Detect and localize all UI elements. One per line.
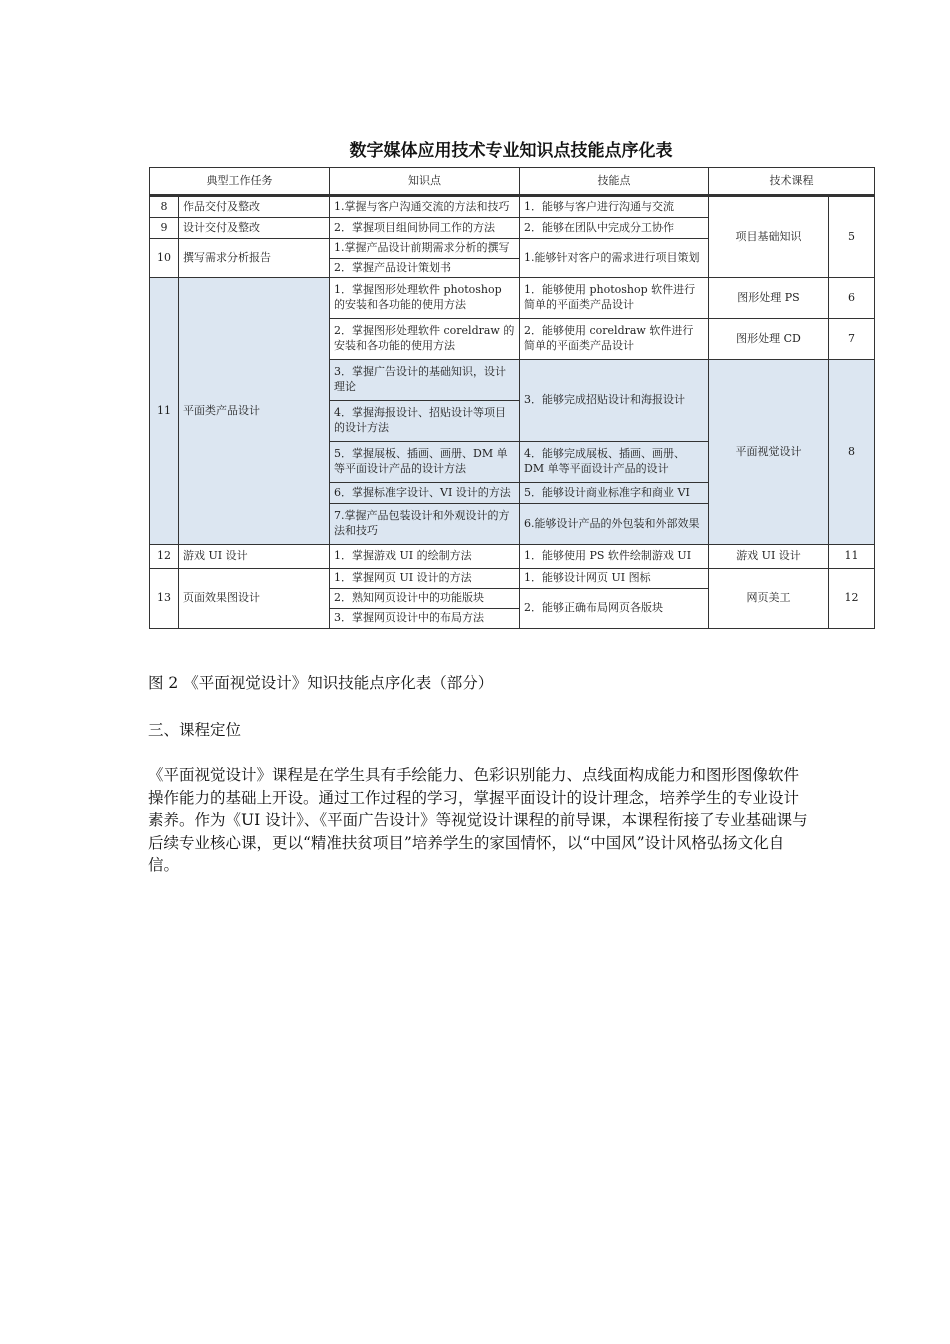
table-row bbox=[150, 545, 875, 569]
skill-cell: 1．能够使用 PS 软件绘制游戏 UI bbox=[520, 545, 709, 569]
table-title: 数字媒体应用技术专业知识点技能点序化表 bbox=[349, 141, 673, 161]
course-cell: 网页美工 bbox=[709, 569, 829, 629]
header-skill: 技能点 bbox=[520, 168, 709, 196]
course-number: 12 bbox=[829, 569, 875, 629]
table-row bbox=[150, 196, 875, 218]
task-cell: 设计交付及整改 bbox=[179, 218, 330, 239]
skill-cell: 2．能够使用 coreldraw 软件进行简单的平面类产品设计 bbox=[520, 319, 709, 360]
knowledge-cell: 1.掌握与客户沟通交流的方法和技巧 bbox=[330, 196, 520, 218]
header-course: 技术课程 bbox=[709, 168, 875, 196]
table-row bbox=[150, 278, 875, 319]
skill-cell: 1．能够与客户进行沟通与交流 bbox=[520, 196, 709, 218]
skill-cell: 1．能够设计网页 UI 图标 bbox=[520, 569, 709, 589]
course-number: 5 bbox=[829, 196, 875, 278]
course-cell: 图形处理 CD bbox=[709, 319, 829, 360]
skills-table bbox=[149, 167, 875, 629]
skill-cell: 6.能够设计产品的外包装和外部效果 bbox=[520, 504, 709, 545]
course-cell: 游戏 UI 设计 bbox=[709, 545, 829, 569]
knowledge-cell: 2．掌握产品设计策划书 bbox=[330, 259, 520, 278]
task-cell: 页面效果图设计 bbox=[179, 569, 330, 629]
header-knowledge: 知识点 bbox=[330, 168, 520, 196]
knowledge-cell: 1．掌握网页 UI 设计的方法 bbox=[330, 569, 520, 589]
skill-cell: 1．能够使用 photoshop 软件进行简单的平面类产品设计 bbox=[520, 278, 709, 319]
knowledge-cell: 3．掌握网页设计中的布局方法 bbox=[330, 609, 520, 629]
knowledge-cell: 2．掌握项目组间协同工作的方法 bbox=[330, 218, 520, 239]
knowledge-cell: 6．掌握标准字设计、VI 设计的方法 bbox=[330, 483, 520, 504]
knowledge-cell: 2．熟知网页设计中的功能版块 bbox=[330, 589, 520, 609]
course-cell: 平面视觉设计 bbox=[709, 360, 829, 545]
skill-cell: 2．能够正确布局网页各版块 bbox=[520, 589, 709, 629]
course-number: 6 bbox=[829, 278, 875, 319]
row-number: 13 bbox=[150, 569, 179, 629]
header-task: 典型工作任务 bbox=[150, 168, 330, 196]
knowledge-cell: 1．掌握游戏 UI 的绘制方法 bbox=[330, 545, 520, 569]
course-cell: 图形处理 PS bbox=[709, 278, 829, 319]
task-cell: 平面类产品设计 bbox=[179, 278, 330, 545]
skill-cell: 3．能够完成招贴设计和海报设计 bbox=[520, 360, 709, 442]
knowledge-cell: 3．掌握广告设计的基础知识，设计理论 bbox=[330, 360, 520, 401]
task-cell: 游戏 UI 设计 bbox=[179, 545, 330, 569]
knowledge-cell: 1.掌握产品设计前期需求分析的撰写 bbox=[330, 239, 520, 259]
course-number: 7 bbox=[829, 319, 875, 360]
section-heading: 三、课程定位 bbox=[148, 721, 242, 739]
task-cell: 作品交付及整改 bbox=[179, 196, 330, 218]
knowledge-cell: 2．掌握图形处理软件 coreldraw 的安装和各功能的使用方法 bbox=[330, 319, 520, 360]
knowledge-cell: 5．掌握展板、插画、画册、DM 单等平面设计产品的设计方法 bbox=[330, 442, 520, 483]
course-cell: 项目基础知识 bbox=[709, 196, 829, 278]
course-number: 8 bbox=[829, 360, 875, 545]
row-number: 11 bbox=[150, 278, 179, 545]
row-number: 10 bbox=[150, 239, 179, 278]
task-cell: 撰写需求分析报告 bbox=[179, 239, 330, 278]
row-number: 9 bbox=[150, 218, 179, 239]
course-number: 11 bbox=[829, 545, 875, 569]
body-paragraph: 《平面视觉设计》课程是在学生具有手绘能力、色彩识别能力、点线面构成能力和图形图像软件操作能力的基础上开设。通过工作过程的学习，掌握平面设计的设计理念，培养学生的专业设计素养。作为《UI 设计》、《平面广告设计》等视觉设计课程的前导课，本课程衔接了专业基础课与后续专业核心课，更以“精准扶贫项目”培养学生的家国情怀，以“中国风”设计风格弘扬文化自信。 bbox=[148, 766, 808, 874]
knowledge-cell: 4．掌握海报设计、招贴设计等项目的设计方法 bbox=[330, 401, 520, 442]
row-number: 8 bbox=[150, 196, 179, 218]
figure-caption: 图 2 《平面视觉设计》知识技能点序化表（部分） bbox=[148, 674, 494, 692]
knowledge-cell: 7.掌握产品包装设计和外观设计的方法和技巧 bbox=[330, 504, 520, 545]
knowledge-cell: 1．掌握图形处理软件 photoshop 的安装和各功能的使用方法 bbox=[330, 278, 520, 319]
skill-cell: 2．能够在团队中完成分工协作 bbox=[520, 218, 709, 239]
row-number: 12 bbox=[150, 545, 179, 569]
skill-cell: 5．能够设计商业标准字和商业 VI bbox=[520, 483, 709, 504]
skill-cell: 1.能够针对客户的需求进行项目策划 bbox=[520, 239, 709, 278]
table-header-row bbox=[150, 168, 875, 196]
skill-cell: 4．能够完成展板、插画、画册、DM 单等平面设计产品的设计 bbox=[520, 442, 709, 483]
table-row bbox=[150, 569, 875, 589]
